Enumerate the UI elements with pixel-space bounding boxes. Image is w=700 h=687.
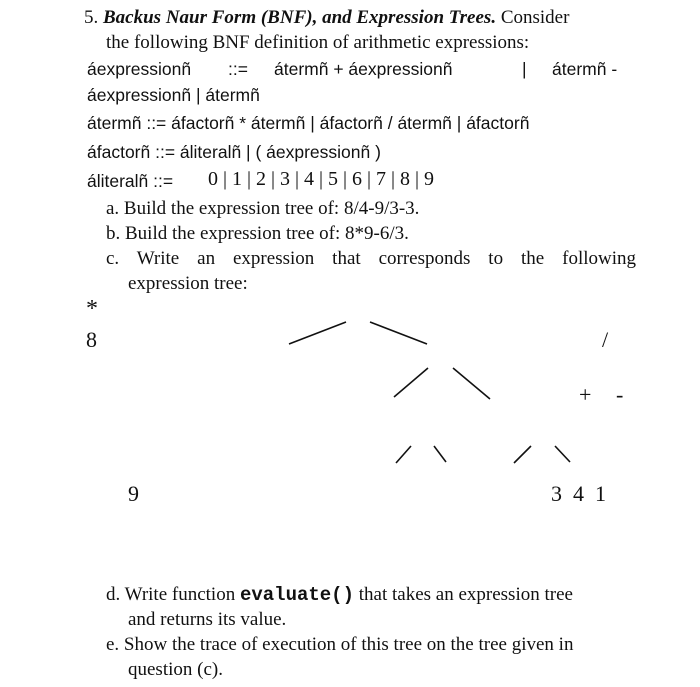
grammar-expr-alt1: átermñ + áexpressionñ [274, 59, 453, 79]
question-intro: the following BNF definition of arithmetic expressions: [106, 32, 530, 53]
tree-root-operator: * [86, 296, 98, 322]
part-d-code: evaluate() [239, 584, 354, 606]
grammar-expr-def: ::= [228, 59, 248, 79]
tree-edge [514, 446, 531, 463]
tree-edge [555, 446, 570, 462]
part-b: b. Build the expression tree of: 8*9-6/3. [106, 223, 409, 244]
tree-edge [453, 368, 490, 399]
tree-operator-plus: + [579, 382, 592, 407]
part-d-line2: and returns its value. [128, 609, 287, 630]
part-d-line1 [106, 583, 573, 607]
grammar-factor-rule: áfactorñ ::= áliteralñ | ( áexpressionñ ) [87, 142, 381, 162]
grammar-term-rule: átermñ ::= áfactorñ * átermñ | áfactorñ / átermñ | áfactorñ [87, 113, 530, 133]
tree-edge [289, 322, 346, 344]
grammar-expr-bar: | [522, 59, 527, 79]
question-intro-rest: Consider [500, 7, 570, 28]
part-c-line2: expression tree: [128, 273, 248, 294]
tree-edge [396, 446, 411, 463]
tree-leaves-right: 3 4 1 [551, 481, 606, 506]
grammar-expr-lhs: áexpressionñ [87, 59, 192, 79]
part-e-line2: question (c). [128, 659, 223, 680]
grammar-expr-line2: áexpressionñ | átermñ [87, 85, 260, 105]
tree-edge [370, 322, 427, 344]
grammar-literal-lhs: áliteralñ ::= [87, 171, 174, 191]
question-number: 5. [84, 7, 99, 28]
grammar-expr-alt2: átermñ - [552, 59, 618, 79]
tree-edge [394, 368, 428, 397]
part-c-line1: c. Write an expression that corresponds to the following [106, 248, 636, 269]
part-d-prefix: d. Write function [106, 584, 240, 605]
question-title: Backus Naur Form (BNF), and Expression Trees. [103, 7, 497, 28]
tree-leaf-9: 9 [128, 481, 139, 506]
tree-operator-divide: / [602, 327, 609, 352]
part-a: a. Build the expression tree of: 8/4-9/3-3. [106, 198, 420, 219]
part-d-suffix: that takes an expression tree [354, 584, 573, 605]
grammar-literal-values: 0 | 1 | 2 | 3 | 4 | 5 | 6 | 7 | 8 | 9 [208, 168, 435, 190]
part-e-line1: e. Show the trace of execution of this tree on the tree given in [106, 634, 574, 655]
tree-edge [434, 446, 446, 462]
tree-operator-minus: - [616, 382, 624, 407]
tree-leaf-8: 8 [86, 327, 97, 352]
